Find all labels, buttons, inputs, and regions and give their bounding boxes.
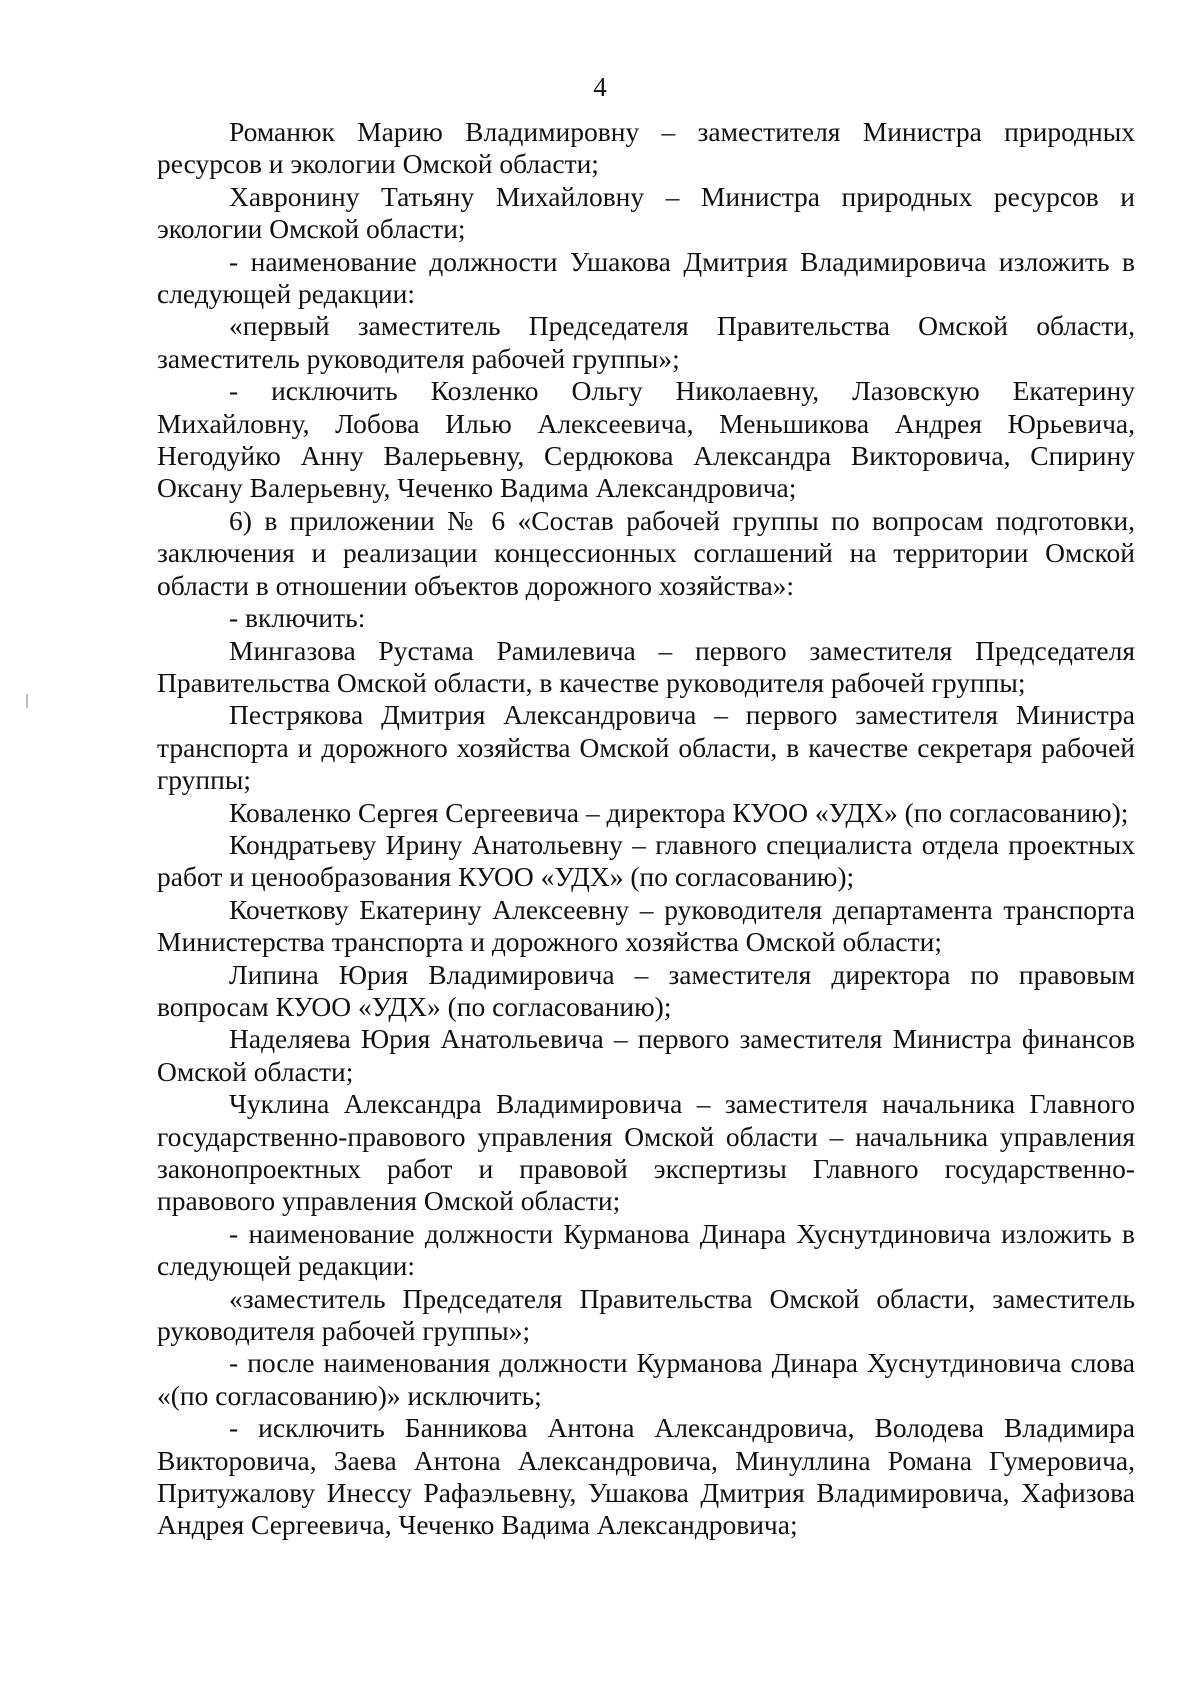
paragraph-kondratyeva: Кондратьеву Ирину Анатольевну – главного специалиста отдела проектных работ и ценообразования КУОО «УДХ» (по согласованию); [157, 828, 1135, 893]
paragraph-ushakov-title-change: - наименование должности Ушакова Дмитрия Владимировича изложить в следующей редакции: [157, 245, 1135, 310]
paragraph-chuklin: Чуклина Александра Владимировича – заместителя начальника Главного государственно-правового управления Омской области – начальника управления законопроектных работ и правовой экспертизы Главного государственно-правового управления Омской области; [157, 1088, 1135, 1217]
paragraph-kurmanov-title-change: - наименование должности Курманова Динара Хуснутдиновича изложить в следующей редакции: [157, 1217, 1135, 1282]
paragraph-appendix-6: 6) в приложении № 6 «Состав рабочей группы по вопросам подготовки, заключения и реализации концессионных соглашений на территории Омской области в отношении объектов дорожного хозяйства»: [157, 504, 1135, 601]
paragraph-lipin: Липина Юрия Владимировича – заместителя директора по правовым вопросам КУОО «УДХ» (по согласованию); [157, 958, 1135, 1022]
paragraph-kurmanov-new-title: «заместитель Председателя Правительства Омской области, заместитель руководителя рабочей группы»; [157, 1282, 1135, 1347]
paragraph-pestryakov: Пестрякова Дмитрия Александровича – первого заместителя Министра транспорта и дорожного хозяйства Омской области, в качестве секретаря рабочей группы; [157, 699, 1135, 796]
paragraph-kovalenko: Коваленко Сергея Сергеевича – директора КУОО «УДХ» (по согласованию); [229, 796, 1129, 828]
paragraph-romanyuk: Романюк Марию Владимировну – заместителя Министра природных ресурсов и экологии Омской области; [157, 116, 1135, 180]
paragraph-kurmanov-remove-words: - после наименования должности Курманова Динара Хуснутдиновича слова «(по согласованию)» исключить; [157, 1347, 1135, 1411]
document-body [157, 116, 1135, 1542]
paragraph-exclusion-list-1: - исключить Козленко Ольгу Николаевну, Лазовскую Екатерину Михайловну, Лобова Илью Алексеевича, Меньшикова Андрея Юрьевича, Негодуйко Анну Валерьевну, Сердюкова Александра Викторовича, Спирину Оксану Валерьевну, Чеченко Вадима Александровича; [157, 375, 1135, 504]
page-number: 4 [593, 72, 607, 102]
scan-margin-mark [26, 694, 28, 708]
paragraph-include: - включить: [229, 602, 366, 634]
paragraph-ushakov-new-title: «первый заместитель Председателя Правительства Омской области, заместитель руководителя рабочей группы»; [157, 310, 1135, 374]
paragraph-mingazov: Мингазова Рустама Рамилевича – первого заместителя Председателя Правительства Омской области, в качестве руководителя рабочей группы; [157, 634, 1135, 698]
paragraph-khavronina: Хавронину Татьяну Михайловну – Министра природных ресурсов и экологии Омской области; [157, 180, 1135, 245]
paragraph-nadelyaev: Наделяева Юрия Анатольевича – первого заместителя Министра финансов Омской области; [157, 1023, 1135, 1087]
paragraph-exclusion-list-2: - исключить Банникова Антона Александровича, Володева Владимира Викторовича, Заева Антона Александровича, Минуллина Романа Гумеровича, Притужалову Инессу Рафаэльевну, Ушакова Дмитрия Владимировича, Хафизова Андрея Сергеевича, Чеченко Вадима Александровича; [157, 1412, 1135, 1541]
paragraph-kochetkova: Кочеткову Екатерину Алексеевну – руководителя департамента транспорта Министерства транспорта и дорожного хозяйства Омской области; [157, 893, 1135, 958]
